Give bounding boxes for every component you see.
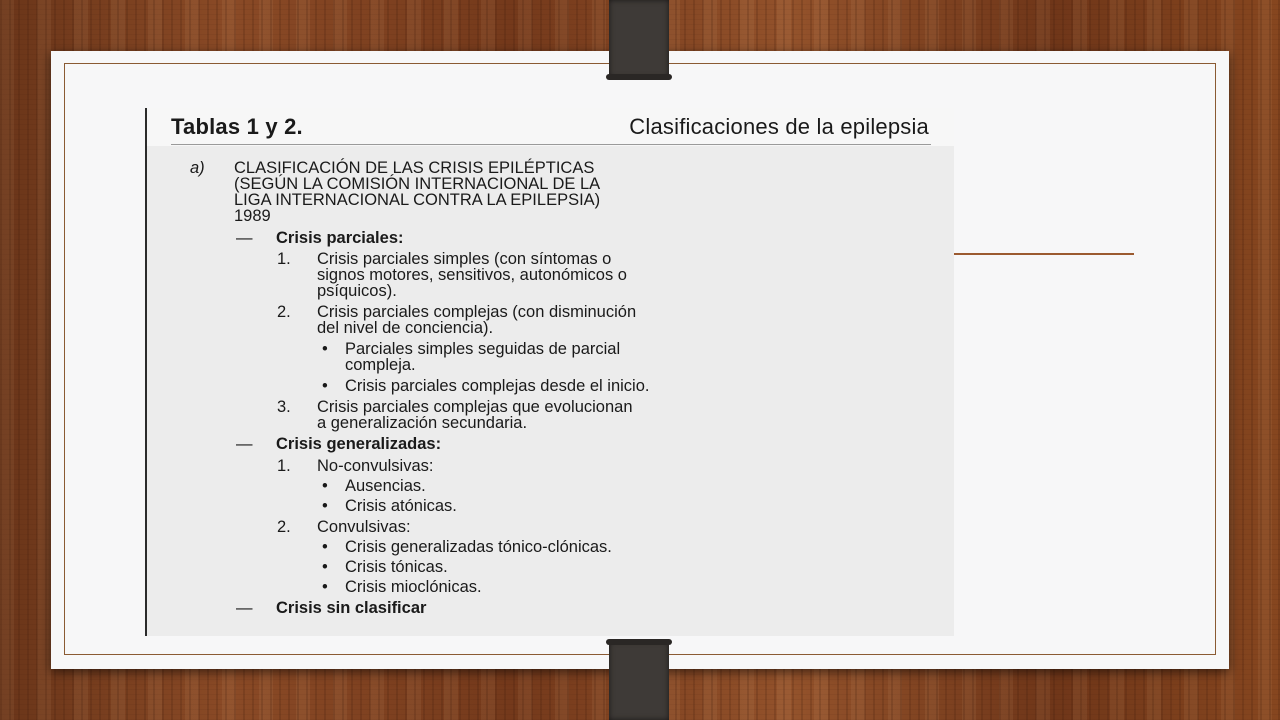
group-label-partial: Crisis parciales: <box>276 229 404 247</box>
heading-line-1: CLASIFICACIÓN DE LAS CRISIS EPILÉPTICAS <box>234 159 595 177</box>
heading-line-3: LIGA INTERNACIONAL CONTRA LA EPILEPSIA) <box>234 191 601 209</box>
bullet: • <box>322 477 328 495</box>
bullet-text-line: Crisis atónicas. <box>345 497 457 515</box>
item-text-line: signos motores, sensitivos, autonómicos o <box>317 266 627 284</box>
table-title-number: Tablas 1 y 2. <box>171 114 303 139</box>
item-text-line: psíquicos). <box>317 282 397 300</box>
item-text-line: Crisis parciales complejas que evolucionan <box>317 398 633 416</box>
bullet-text-line: Crisis parciales complejas desde el inicio. <box>345 377 650 395</box>
table-title-text: Clasificaciones de la epilepsia <box>629 114 929 139</box>
epilepsy-classification-table <box>145 108 954 636</box>
group-label-generalized: Crisis generalizadas: <box>276 435 442 453</box>
dash: — <box>236 435 253 453</box>
accent-line <box>948 253 1134 255</box>
bullet: • <box>322 578 328 596</box>
bullet: • <box>322 538 328 556</box>
dash: — <box>236 599 253 617</box>
dash: — <box>236 229 253 247</box>
item-number: 2. <box>277 518 291 536</box>
item-text-line: Convulsivas: <box>317 518 411 536</box>
table-title <box>171 114 929 140</box>
item-text-line: Crisis parciales simples (con síntomas o <box>317 250 612 268</box>
section-marker: a) <box>190 159 205 177</box>
bullet: • <box>322 558 328 576</box>
item-number: 1. <box>277 457 291 475</box>
bullet: • <box>322 340 328 358</box>
group-label-unclassified: Crisis sin clasificar <box>276 599 427 617</box>
bullet-text-line: Crisis tónicas. <box>345 558 448 576</box>
bullet-text-line: Crisis mioclónicas. <box>345 578 482 596</box>
item-number: 1. <box>277 250 291 268</box>
bullet-text-line: Ausencias. <box>345 477 426 495</box>
table-title-bar <box>147 108 954 146</box>
item-text-line: a generalización secundaria. <box>317 414 528 432</box>
bullet: • <box>322 377 328 395</box>
heading-line-4: 1989 <box>234 207 271 225</box>
item-text-line: del nivel de conciencia). <box>317 319 494 337</box>
top-strap <box>609 0 669 78</box>
bullet-text-line: Crisis generalizadas tónico-clónicas. <box>345 538 612 556</box>
item-text-line: Crisis parciales complejas (con disminución <box>317 303 637 321</box>
heading-line-2: (SEGÚN LA COMISIÓN INTERNACIONAL DE LA <box>234 175 601 193</box>
title-rule <box>171 144 931 145</box>
item-number: 2. <box>277 303 291 321</box>
item-text-line: No-convulsivas: <box>317 457 434 475</box>
bullet-text-line: compleja. <box>345 356 416 374</box>
item-number: 3. <box>277 398 291 416</box>
bullet: • <box>322 497 328 515</box>
bottom-strap <box>609 641 669 720</box>
bullet-text-line: Parciales simples seguidas de parcial <box>345 340 621 358</box>
